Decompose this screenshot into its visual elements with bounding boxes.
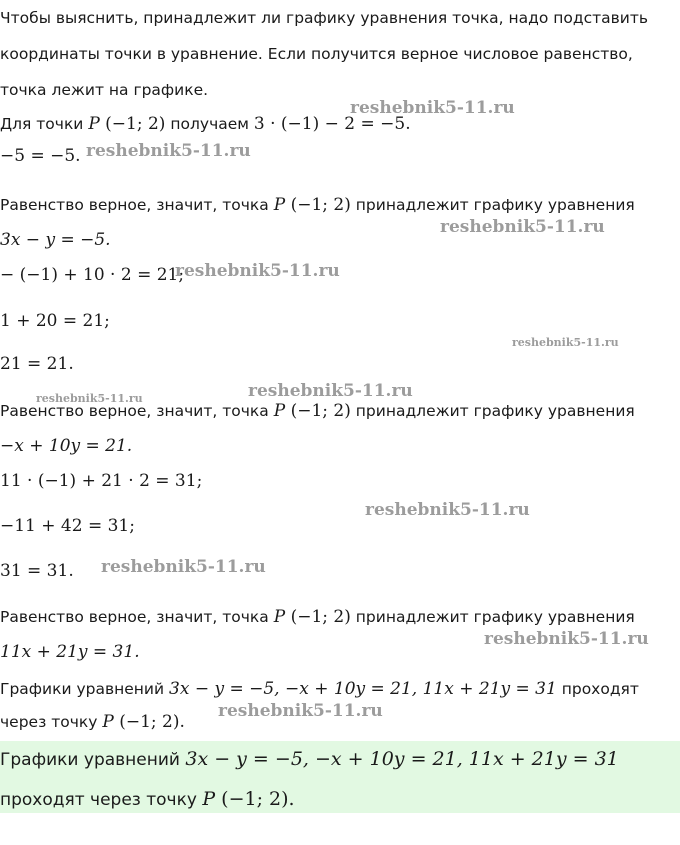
text: Для точки (0, 115, 89, 133)
watermark: reshebnik5-11.ru (86, 141, 251, 161)
text-line-1: Чтобы выяснить, принадлежит ли графику уравнения точка, надо подставить (0, 9, 648, 27)
equation-line-14: −11 + 42 = 31; (0, 516, 135, 536)
equation-line-13: 11 · (−1) + 21 · 2 = 31; (0, 471, 203, 491)
text: принадлежит графику уравнения (350, 196, 635, 214)
answer-line-1 (0, 749, 619, 770)
equations: 3x − y = −5, −x + 10y = 21, 11x + 21y = 31 (169, 679, 557, 699)
watermark: reshebnik5-11.ru (484, 629, 649, 649)
text-line-16 (0, 607, 635, 627)
equation-line-7: 3x − y = −5. (0, 230, 111, 250)
equation-line-5: −5 = −5. (0, 146, 81, 166)
point-label: P (88, 114, 100, 134)
answer-line-2 (0, 789, 295, 810)
point-coords: (−1; 2) (99, 114, 166, 134)
point-coords: (−1; 2) (285, 401, 351, 421)
point-label: P (273, 401, 286, 421)
watermark: reshebnik5-11.ru (36, 392, 143, 405)
equations: 3x − y = −5, −x + 10y = 21, 11x + 21y = 31 (185, 748, 619, 770)
watermark: reshebnik5-11.ru (248, 381, 413, 401)
point-label: P (102, 712, 114, 732)
text: Равенство верное, значит, точка (0, 608, 274, 626)
watermark: reshebnik5-11.ru (101, 557, 266, 577)
point-coords: (−1; 2) (285, 607, 351, 627)
text-line-6 (0, 195, 635, 215)
point-coords: (−1; 2) (285, 195, 351, 215)
text: Графики уравнений (0, 750, 186, 770)
watermark: reshebnik5-11.ru (365, 500, 530, 520)
text: Равенство верное, значит, точка (0, 402, 274, 420)
equation-line-8: − (−1) + 10 · 2 = 21; (0, 265, 185, 285)
watermark: reshebnik5-11.ru (440, 217, 605, 237)
point-label: P (273, 607, 286, 627)
equation-line-9: 1 + 20 = 21; (0, 311, 110, 331)
text: принадлежит графику уравнения (350, 402, 635, 420)
text: Равенство верное, значит, точка (0, 196, 274, 214)
watermark: reshebnik5-11.ru (350, 98, 515, 118)
text: получаем (165, 115, 254, 133)
text-line-19 (0, 712, 185, 732)
text-line-2: координаты точки в уравнение. Если получится верное числовое равенство, (0, 45, 633, 63)
watermark: reshebnik5-11.ru (512, 336, 619, 349)
equation: 3 · (−1) − 2 = −5. (253, 114, 411, 134)
text: проходят через точку (0, 790, 203, 810)
text: Графики уравнений (0, 680, 170, 698)
equation-line-17: 11x + 21y = 31. (0, 642, 140, 662)
equation-line-12: −x + 10y = 21. (0, 436, 133, 456)
text-line-18 (0, 679, 639, 699)
equation-line-10: 21 = 21. (0, 354, 74, 374)
text-line-3: точка лежит на графике. (0, 81, 209, 99)
point-coords: (−1; 2). (113, 712, 185, 732)
watermark: reshebnik5-11.ru (218, 701, 383, 721)
point-coords: (−1; 2). (215, 788, 295, 810)
text: принадлежит графику уравнения (350, 608, 635, 626)
text: проходят (556, 680, 639, 698)
text: через точку (0, 713, 103, 731)
watermark: reshebnik5-11.ru (175, 261, 340, 281)
point-label: P (273, 195, 286, 215)
point-label: P (202, 788, 216, 810)
equation-line-15: 31 = 31. (0, 561, 74, 581)
